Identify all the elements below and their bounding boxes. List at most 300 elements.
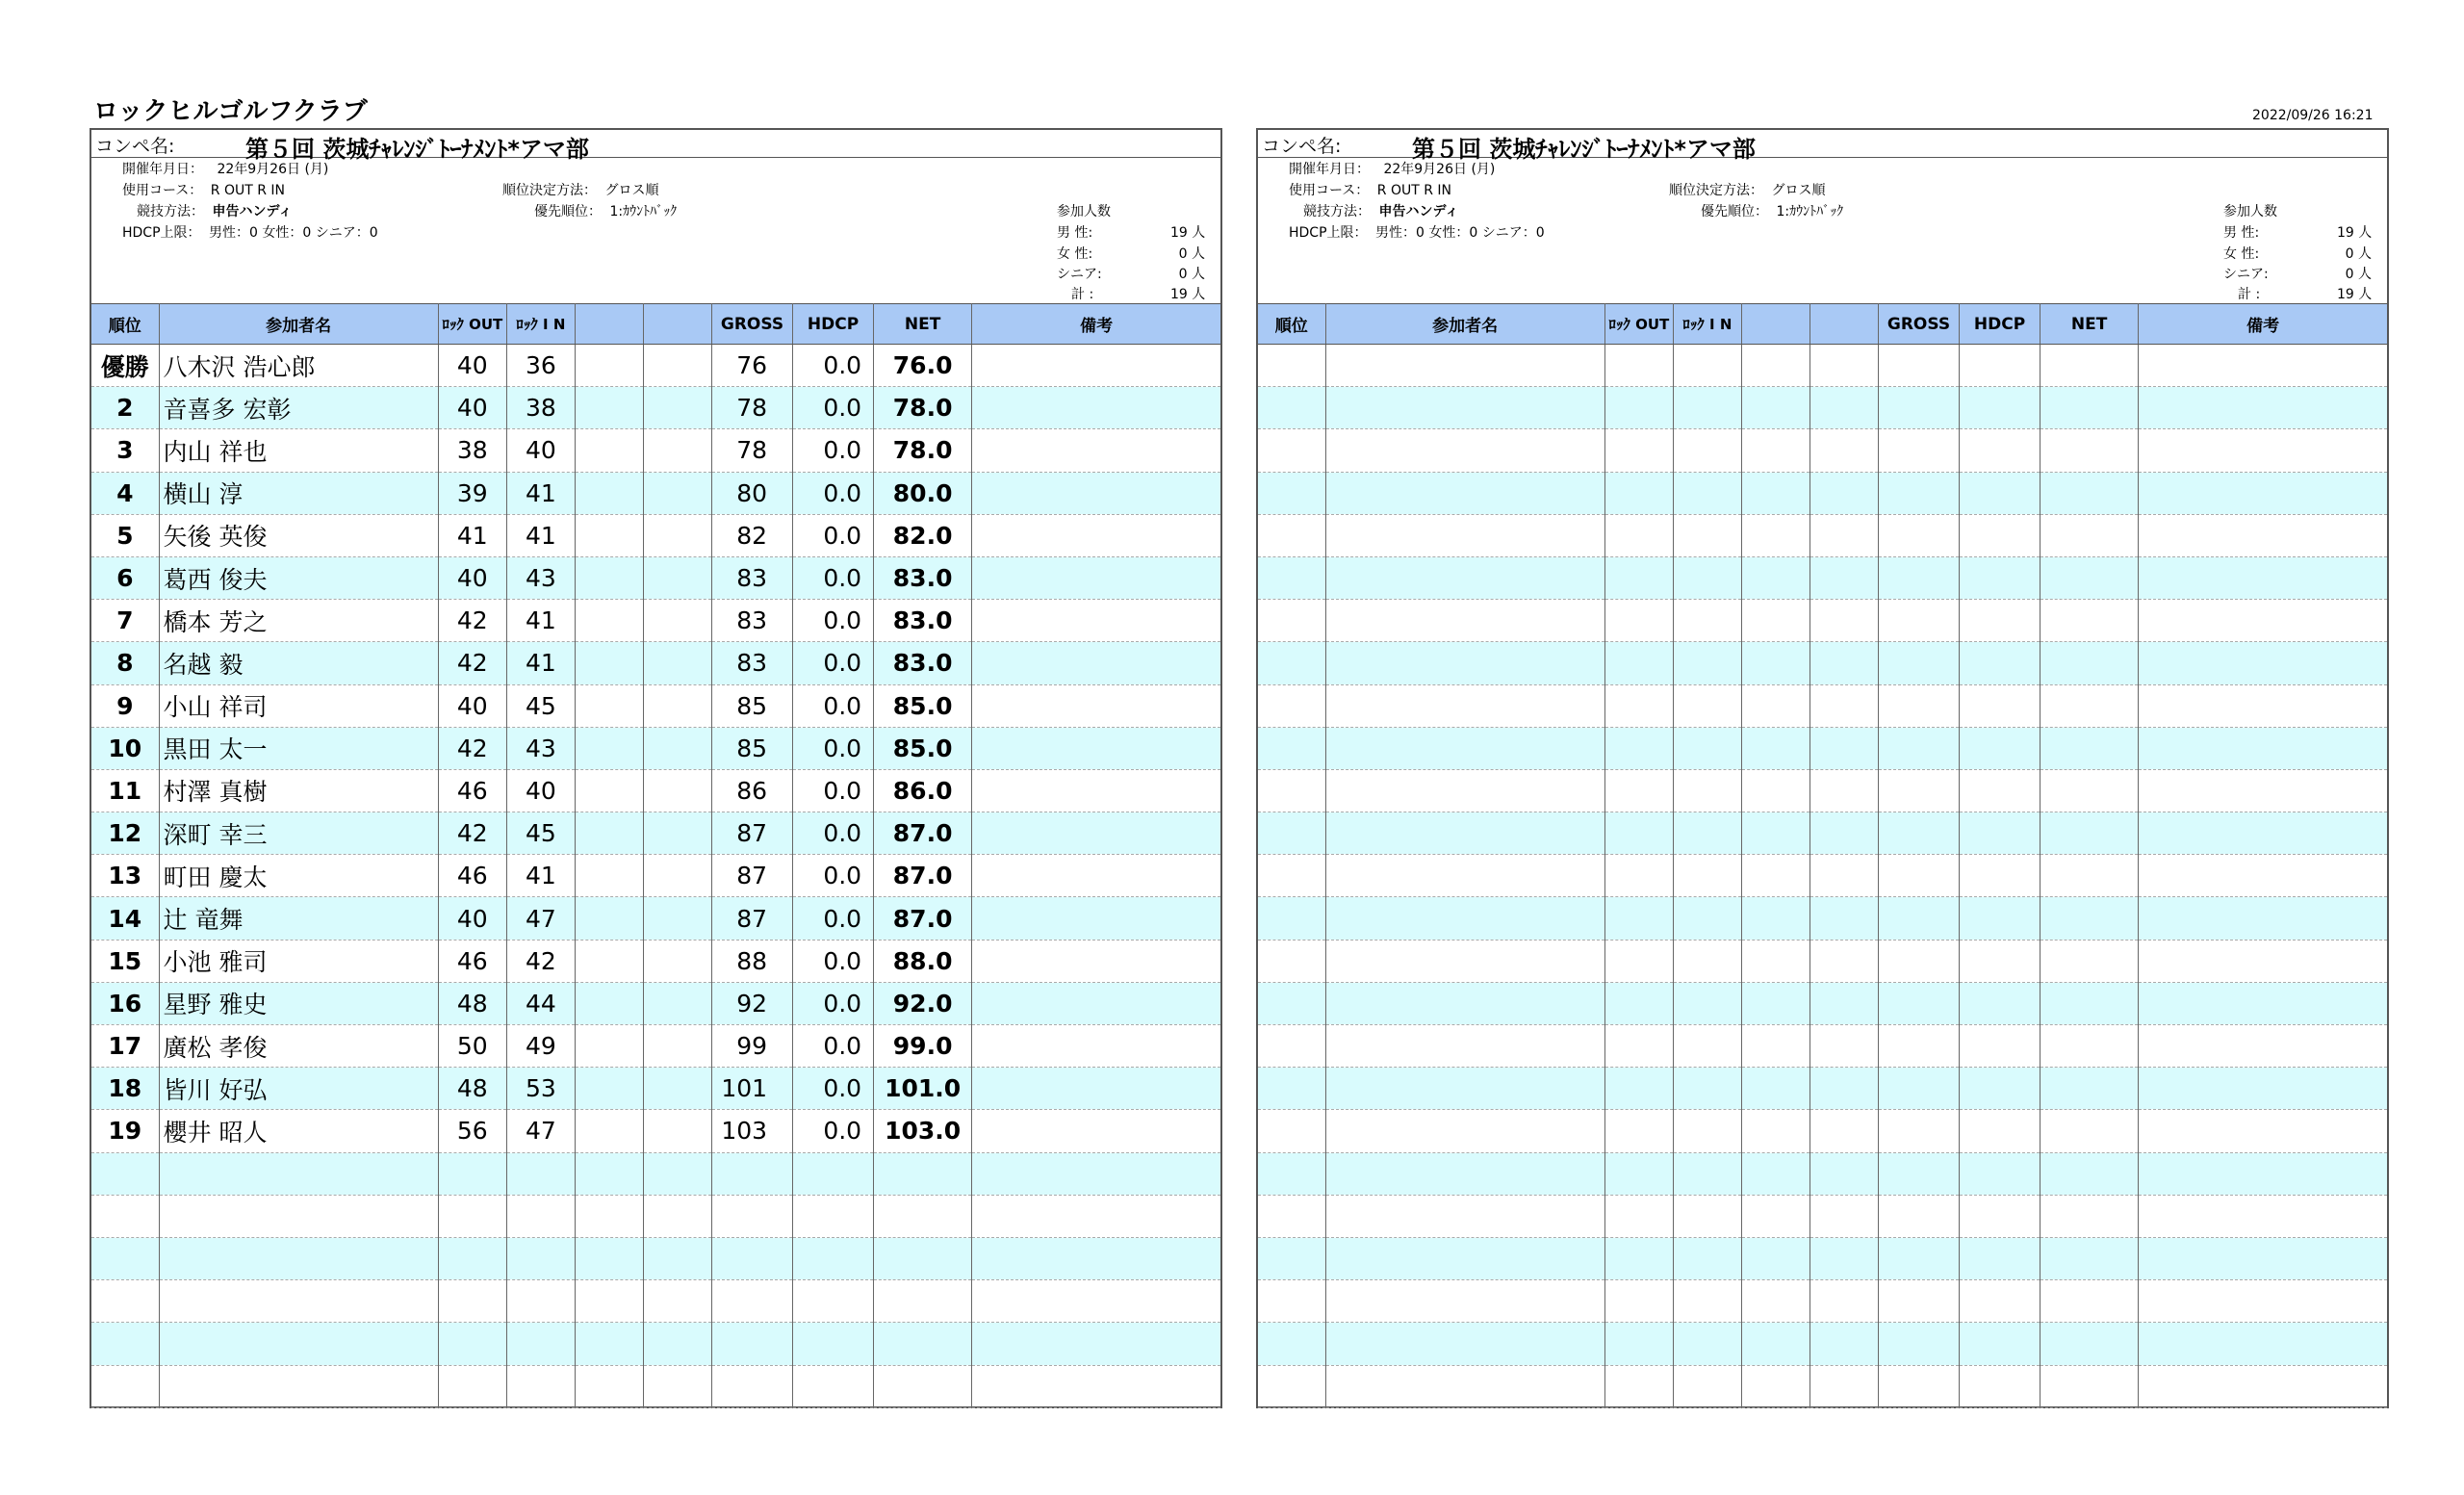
hdcp-cell [1960,1195,2040,1237]
out-score-cell [1604,472,1673,514]
column-header: 順位 [91,304,159,345]
comp-name: 第５回 茨城ﾁｬﾚﾝｼﾞﾄｰﾅﾒﾝﾄ*アマ部 [245,136,589,163]
in-score-cell [506,1195,575,1237]
out-score-cell [1604,897,1673,940]
net-cell: 76.0 [874,345,972,387]
table-row [1258,472,2387,514]
net-cell: 82.0 [874,514,972,556]
in-score-cell: 47 [506,1110,575,1152]
in-score-cell: 41 [506,642,575,684]
hdcp-cell: 0.0 [793,600,874,642]
table-row [1258,940,2387,982]
table-row [91,1323,1220,1365]
gross-cell [1878,727,1959,769]
blank-cell [1810,812,1878,855]
gross-cell [711,1280,792,1323]
rank-cell [1258,1025,1325,1068]
remarks-cell [2139,429,2387,472]
gross-cell: 85 [711,684,792,727]
course-value: R OUT R IN [210,183,285,198]
name-cell: 名越 毅 [159,642,438,684]
in-score-cell [1673,684,1741,727]
name-cell [1325,600,1604,642]
name-cell [1325,812,1604,855]
gross-cell: 101 [711,1068,792,1110]
in-score-cell [1673,940,1741,982]
priority-value: 1:ｶｳﾝﾄﾊﾞｯｸ [1776,204,1844,219]
table-header-row [91,304,1220,345]
rank-cell [1258,429,1325,472]
out-score-cell [1604,345,1673,387]
name-cell: 櫻井 昭人 [159,1110,438,1152]
in-score-cell: 38 [506,387,575,429]
remarks-cell [2139,1195,2387,1237]
blank-cell [643,1152,711,1195]
blank-cell [1741,556,1810,599]
out-score-cell: 40 [438,897,506,940]
gross-cell [1878,1152,1959,1195]
course-info [122,180,285,199]
blank-cell [575,1237,643,1279]
blank-cell [575,1025,643,1068]
gross-cell: 87 [711,855,792,897]
blank-cell [1810,855,1878,897]
in-score-cell: 40 [506,429,575,472]
printed-timestamp: 2022/09/26 16:21 [2252,108,2374,123]
name-cell [1325,684,1604,727]
left-header [91,130,1220,303]
blank-cell [643,556,711,599]
table-row [1258,1365,2387,1407]
hdcp-cell: 0.0 [793,897,874,940]
in-score-cell: 40 [506,769,575,812]
name-cell [159,1323,438,1365]
net-cell [2040,345,2139,387]
net-cell: 78.0 [874,387,972,429]
out-score-cell: 42 [438,642,506,684]
results-panel-left [90,128,1222,1408]
senior-label: シニア: [2223,267,2269,282]
total-count [2238,284,2377,303]
remarks-cell [972,429,1220,472]
name-cell [1325,940,1604,982]
in-score-cell: 44 [506,982,575,1024]
net-cell [2040,556,2139,599]
name-cell [1325,1025,1604,1068]
rank-cell: 14 [91,897,159,940]
blank-cell [575,1280,643,1323]
gross-cell: 87 [711,897,792,940]
gross-cell [1878,1025,1959,1068]
rank-cell [1258,855,1325,897]
blank-cell [643,1068,711,1110]
comp-label: コンペ名: [1262,136,1342,157]
out-score-cell [1604,940,1673,982]
gross-cell [1878,345,1959,387]
participants-title: 参加人数 [2223,204,2277,219]
hdcp-cell: 0.0 [793,514,874,556]
name-cell [1325,1365,1604,1407]
remarks-cell [972,940,1220,982]
remarks-cell [2139,684,2387,727]
blank-cell [575,1068,643,1110]
course-label: 使用コース： [122,183,203,198]
table-row [1258,429,2387,472]
in-score-cell [1673,855,1741,897]
gross-cell: 83 [711,600,792,642]
rank-cell [1258,1068,1325,1110]
out-score-cell [1604,684,1673,727]
blank-cell [1741,727,1810,769]
in-score-cell: 47 [506,897,575,940]
in-score-cell [1673,345,1741,387]
out-score-cell [1604,769,1673,812]
net-cell: 86.0 [874,769,972,812]
net-cell: 80.0 [874,472,972,514]
out-score-cell [1604,387,1673,429]
date-label: 開催年月日： [122,162,203,177]
out-score-cell [1604,556,1673,599]
hdcp-cell [1960,940,2040,982]
net-cell: 85.0 [874,727,972,769]
in-score-cell: 41 [506,600,575,642]
name-cell: 小池 雅司 [159,940,438,982]
name-cell [1325,769,1604,812]
net-cell [2040,684,2139,727]
table-row [91,1110,1220,1152]
blank-cell [575,1365,643,1407]
table-row [91,345,1220,387]
course-info [1289,180,1451,199]
out-score-cell [438,1323,506,1365]
name-cell [159,1195,438,1237]
net-cell: 87.0 [874,812,972,855]
table-row [1258,897,2387,940]
right-header [1258,130,2387,303]
in-score-cell [1673,1110,1741,1152]
blank-cell [1810,1323,1878,1365]
blank-cell [575,345,643,387]
blank-cell [1810,1237,1878,1279]
table-row [1258,1323,2387,1365]
name-cell: 町田 慶太 [159,855,438,897]
hdcp-label: HDCP上限： [122,225,201,241]
total-label: 計 : [2238,287,2261,302]
remarks-cell [2139,1323,2387,1365]
hdcp-cell [1960,556,2040,599]
net-cell [2040,1025,2139,1068]
blank-cell [1810,514,1878,556]
hdcp-cell [793,1365,874,1407]
net-cell [874,1323,972,1365]
rank-cell [1258,514,1325,556]
rank-method-info [502,180,658,199]
hdcp-cell [1960,1365,2040,1407]
net-cell [874,1237,972,1279]
date-info [122,159,328,178]
in-score-cell [1673,556,1741,599]
out-score-cell [1604,982,1673,1024]
in-score-cell [1673,429,1741,472]
in-score-cell [1673,812,1741,855]
date-info [1289,159,1495,178]
hdcp-info [122,222,378,242]
gross-cell [1878,514,1959,556]
name-cell [1325,855,1604,897]
left-results-table [91,303,1220,1408]
table-row [1258,514,2387,556]
remarks-cell [2139,982,2387,1024]
hdcp-cell [1960,1152,2040,1195]
total-value: 19 人 [2337,287,2373,302]
column-header: HDCP [793,304,874,345]
in-score-cell [1673,514,1741,556]
blank-cell [643,429,711,472]
rank-cell: 5 [91,514,159,556]
remarks-cell [2139,1110,2387,1152]
in-score-cell: 41 [506,472,575,514]
out-score-cell: 48 [438,982,506,1024]
column-header: HDCP [1960,304,2040,345]
column-header [575,304,643,345]
results-panel-right [1256,128,2389,1408]
blank-cell [1741,812,1810,855]
blank-cell [643,684,711,727]
male-count [1057,222,1211,242]
table-row [91,1068,1220,1110]
net-cell [2040,855,2139,897]
out-score-cell: 46 [438,769,506,812]
blank-cell [575,982,643,1024]
remarks-cell [972,855,1220,897]
blank-cell [575,897,643,940]
blank-cell [643,1025,711,1068]
blank-cell [1741,1323,1810,1365]
rank-cell: 2 [91,387,159,429]
priority-value: 1:ｶｳﾝﾄﾊﾞｯｸ [609,204,678,219]
gross-cell [1878,1365,1959,1407]
column-header: NET [874,304,972,345]
name-cell: 皆川 好弘 [159,1068,438,1110]
in-score-cell [506,1365,575,1407]
hdcp-cell: 0.0 [793,556,874,599]
remarks-cell [2139,1280,2387,1323]
net-cell [2040,600,2139,642]
table-row [91,727,1220,769]
column-header: 参加者名 [1325,304,1604,345]
blank-cell [643,1237,711,1279]
blank-cell [1810,1068,1878,1110]
table-row [91,642,1220,684]
hdcp-cell [1960,429,2040,472]
name-cell [159,1237,438,1279]
in-score-cell [1673,769,1741,812]
table-row [1258,812,2387,855]
name-cell: 音喜多 宏彰 [159,387,438,429]
rank-cell [1258,897,1325,940]
rank-cell [1258,1152,1325,1195]
name-cell [1325,387,1604,429]
rank-cell: 17 [91,1025,159,1068]
blank-cell [575,1195,643,1237]
out-score-cell [1604,727,1673,769]
date-label: 開催年月日： [1289,162,1370,177]
name-cell [1325,1237,1604,1279]
female-count [2223,244,2377,263]
female-value: 0 人 [2345,246,2372,262]
blank-cell [643,1110,711,1152]
priority-label: 優先順位： [1701,204,1768,219]
in-score-cell: 41 [506,514,575,556]
out-score-cell [438,1195,506,1237]
blank-cell [1741,1280,1810,1323]
out-score-cell: 41 [438,514,506,556]
out-score-cell [1604,1025,1673,1068]
table-row [91,897,1220,940]
rank-method-label: 順位決定方法： [1669,183,1763,198]
rank-cell: 4 [91,472,159,514]
rank-cell: 18 [91,1068,159,1110]
remarks-cell [972,1068,1220,1110]
table-row [91,684,1220,727]
net-cell [2040,1152,2139,1195]
priority-info [1701,201,1843,220]
out-score-cell [1604,642,1673,684]
in-score-cell: 42 [506,940,575,982]
blank-cell [575,642,643,684]
blank-cell [1810,1152,1878,1195]
method-label: 競技方法： [1303,204,1371,219]
net-cell [2040,1195,2139,1237]
gross-cell: 85 [711,727,792,769]
net-cell: 99.0 [874,1025,972,1068]
net-cell [2040,1280,2139,1323]
hdcp-cell [1960,345,2040,387]
name-cell [1325,556,1604,599]
remarks-cell [2139,1152,2387,1195]
out-score-cell [1604,1365,1673,1407]
hdcp-cell [1960,727,2040,769]
in-score-cell [1673,387,1741,429]
blank-cell [575,429,643,472]
net-cell [2040,642,2139,684]
hdcp-cell [1960,769,2040,812]
hdcp-cell [1960,1025,2040,1068]
remarks-cell [972,684,1220,727]
gross-cell [1878,1323,1959,1365]
hdcp-info [1289,222,1545,242]
male-label: 男 性: [2223,225,2260,241]
rank-cell [1258,1195,1325,1237]
table-row [1258,1280,2387,1323]
rank-cell [1258,1237,1325,1279]
remarks-cell [972,1323,1220,1365]
remarks-cell [972,472,1220,514]
blank-cell [1741,1237,1810,1279]
blank-cell [643,855,711,897]
out-score-cell [1604,1068,1673,1110]
blank-cell [1810,1195,1878,1237]
rank-cell: 3 [91,429,159,472]
rank-cell [1258,1323,1325,1365]
out-score-cell: 42 [438,600,506,642]
table-row [91,855,1220,897]
in-score-cell [506,1323,575,1365]
name-cell: 八木沢 浩心郎 [159,345,438,387]
club-name: ロックヒルゴルフクラブ [93,97,368,126]
table-row [1258,769,2387,812]
remarks-cell [2139,345,2387,387]
out-score-cell [1604,1323,1673,1365]
in-score-cell: 53 [506,1068,575,1110]
out-score-cell: 50 [438,1025,506,1068]
blank-cell [643,345,711,387]
table-row [91,387,1220,429]
out-score-cell [1604,812,1673,855]
gross-cell [1878,429,1959,472]
hdcp-cell: 0.0 [793,855,874,897]
rank-cell [1258,940,1325,982]
male-count [2223,222,2377,242]
net-cell: 87.0 [874,855,972,897]
in-score-cell [1673,1068,1741,1110]
rank-cell: 6 [91,556,159,599]
table-row [91,769,1220,812]
column-header: 備考 [972,304,1220,345]
blank-cell [1810,1280,1878,1323]
gross-cell: 83 [711,642,792,684]
blank-cell [575,727,643,769]
out-score-cell: 46 [438,855,506,897]
hdcp-cell [793,1195,874,1237]
hdcp-cell: 0.0 [793,769,874,812]
gross-cell [1878,1237,1959,1279]
name-cell: 横山 淳 [159,472,438,514]
table-row [1258,684,2387,727]
name-cell: 葛西 俊夫 [159,556,438,599]
hdcp-cell [1960,855,2040,897]
hdcp-value: 男性：0 女性：0 シニア：0 [1374,225,1545,241]
column-header: 備考 [2139,304,2387,345]
gross-cell [1878,1195,1959,1237]
name-cell [1325,1195,1604,1237]
remarks-cell [972,345,1220,387]
in-score-cell: 43 [506,727,575,769]
net-cell [2040,429,2139,472]
senior-label: シニア: [1057,267,1102,282]
rank-cell [1258,1365,1325,1407]
remarks-cell [972,1152,1220,1195]
rank-cell: 7 [91,600,159,642]
blank-cell [1741,429,1810,472]
blank-cell [643,600,711,642]
remarks-cell [2139,387,2387,429]
blank-cell [1810,940,1878,982]
comp-title-row [91,130,1220,163]
gross-cell [1878,812,1959,855]
blank-cell [575,472,643,514]
gross-cell [711,1195,792,1237]
rank-cell [1258,556,1325,599]
out-score-cell: 40 [438,345,506,387]
table-row [1258,556,2387,599]
hdcp-cell [1960,684,2040,727]
net-cell [2040,472,2139,514]
table-row [1258,727,2387,769]
name-cell [1325,642,1604,684]
gross-cell [1878,642,1959,684]
rank-cell: 12 [91,812,159,855]
